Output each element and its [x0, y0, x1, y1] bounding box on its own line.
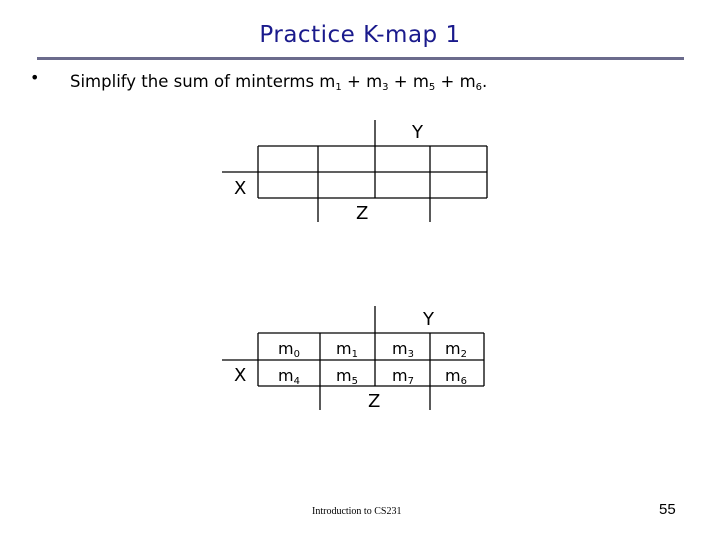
kmap-cell-subscript: 6	[460, 376, 467, 387]
prompt-subscript: 3	[382, 82, 389, 93]
kmap-cell-base: m	[445, 339, 461, 358]
kmap-cell-subscript: 4	[293, 376, 300, 387]
kmap-cell-subscript: 5	[351, 376, 358, 387]
kmap-cell-m7	[392, 366, 414, 387]
kmap-blank-z-label: Z	[356, 203, 369, 224]
kmap-blank-x-label: X	[234, 178, 247, 199]
kmap-cell-subscript: 1	[351, 349, 358, 360]
kmap-cell-subscript: 3	[407, 349, 414, 360]
kmap-cell-base: m	[336, 339, 352, 358]
prompt-subscript: 1	[335, 82, 342, 93]
prompt-text: Simplify the sum of minterms m	[70, 72, 336, 91]
kmap-cell-m6	[445, 366, 467, 387]
kmap-cell-m4	[278, 366, 300, 387]
kmap-cell-m0	[278, 339, 300, 360]
kmap-labeled-z-label: Z	[368, 391, 381, 412]
kmap-labeled-x-label: X	[234, 365, 247, 386]
prompt-subscript: 6	[475, 82, 483, 93]
kmap-cell-base: m	[336, 366, 352, 385]
kmap-cell-base: m	[392, 366, 408, 385]
kmap-labeled-cells	[278, 339, 467, 387]
kmap-cell-base: m	[392, 339, 408, 358]
kmap-cell-subscript: 2	[460, 349, 467, 360]
bullet-marker: •	[30, 68, 40, 87]
kmap-cell-m3	[392, 339, 414, 360]
footer-course: Introduction to CS231	[312, 506, 402, 517]
kmap-cell-m5	[336, 366, 358, 387]
prompt-text: + m	[388, 72, 429, 91]
kmap-cell-base: m	[278, 339, 294, 358]
page-number: 55	[659, 501, 676, 518]
slide-title: Practice K-map 1	[259, 22, 461, 48]
prompt-text: + m	[435, 72, 476, 91]
kmap-cell-m2	[445, 339, 467, 360]
kmap-cell-base: m	[278, 366, 294, 385]
prompt-text: .	[482, 72, 488, 91]
prompt-text: + m	[341, 72, 383, 91]
kmap-labeled-y-label: Y	[423, 309, 434, 330]
kmap-cell-m1	[336, 339, 358, 360]
kmap-cell-subscript: 7	[407, 376, 414, 387]
kmap-blank-y-label: Y	[412, 122, 423, 143]
kmap-cell-subscript: 0	[293, 349, 300, 360]
prompt-subscript: 5	[428, 82, 436, 93]
kmap-cell-base: m	[445, 366, 461, 385]
